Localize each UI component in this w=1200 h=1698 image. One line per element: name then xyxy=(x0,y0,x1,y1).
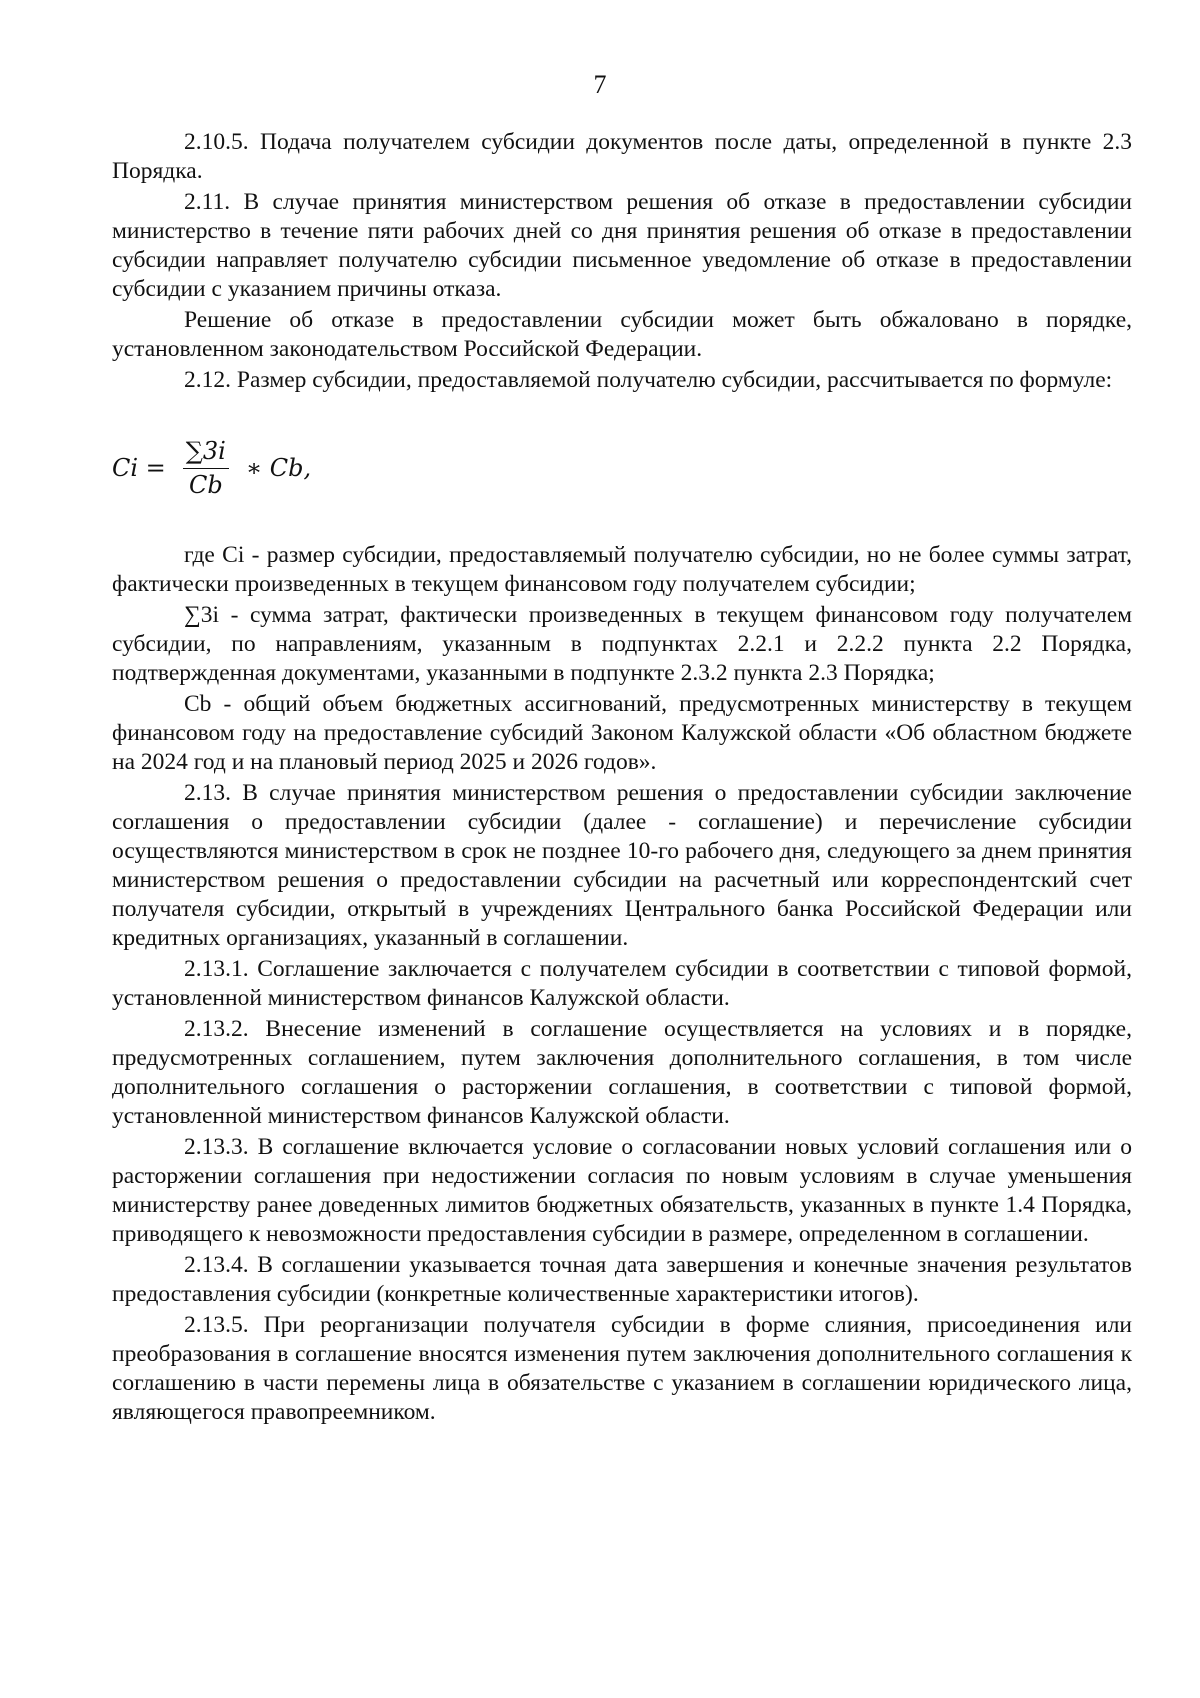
paragraph-2-11: 2.11. В случае принятия министерством решения об отказе в предоставлении субсидии министерство в течение пяти рабочих дней со дня принятия решения об отказе в предоставлении субсидии направляет получателю субсидии письменное уведомление об отказе в предоставлении субсидии с указанием причины отказа. xyxy=(112,189,1132,302)
paragraph-2-13-4: 2.13.4. В соглашении указывается точная дата завершения и конечные значения результатов предоставления субсидии (конкретные количественные характеристики итогов). xyxy=(112,1252,1132,1307)
paragraph-2-13-3: 2.13.3. В соглашение включается условие о согласовании новых условий соглашения или о расторжении соглашения при недостижении согласия по новым условиям в случае уменьшения министерству ранее доведенных лимитов бюджетных обязательств, указанных в пункте 1.4 Порядка, приводящего к невозможности предоставления субсидии в размере, определенном в соглашении. xyxy=(112,1134,1132,1247)
formula-lhs: Ci = xyxy=(112,453,166,482)
paragraph-sum-definition: ∑3i - сумма затрат, фактически произведенных в текущем финансовом году получателем субсидии, по направлениям, указанным в подпунктах 2.2.1 и 2.2.2 пункта 2.2 Порядка, подтвержденная документами, указанными в подпункте 2.3.2 пункта 2.3 Порядка; xyxy=(112,602,1132,686)
paragraph-2-13-1: 2.13.1. Соглашение заключается с получателем субсидии в соответствии с типовой формой, установленной министерством финансов Калужской области. xyxy=(112,956,1132,1011)
document-body xyxy=(112,128,1132,1429)
paragraph-2-13-2: 2.13.2. Внесение изменений в соглашение осуществляется на условиях и в порядке, предусмотренных соглашением, путем заключения дополнительного соглашения, в том числе дополнительного соглашения о расторжении соглашения, в соответствии с типовой формой, установленной министерством финансов Калужской области. xyxy=(112,1016,1132,1129)
paragraph-2-13: 2.13. В случае принятия министерством решения о предоставлении субсидии заключение соглашения о предоставлении субсидии (далее - соглашение) и перечисление субсидии осуществляются министерством в срок не позднее 10-го рабочего дня, следующего за днем принятия министерством решения о предоставлении субсидии на расчетный или корреспондентский счет получателя субсидии, открытый в учреждениях Центрального банка Российской Федерации или кредитных организациях, указанный в соглашении. xyxy=(112,780,1132,951)
formula-rhs: ∗ Cb, xyxy=(245,453,312,482)
formula-numerator: ∑3i xyxy=(185,436,226,465)
page-number: 7 xyxy=(593,70,607,99)
subsidy-formula xyxy=(112,425,1132,511)
paragraph-2-13-5: 2.13.5. При реорганизации получателя субсидии в форме слияния, присоединения или преобразования в соглашение вносятся изменения путем заключения дополнительного соглашения к соглашению в части перемены лица в обязательстве с указанием в соглашении юридического лица, являющегося правопреемником. xyxy=(112,1312,1132,1425)
paragraph-2-12: 2.12. Размер субсидии, предоставляемой получателю субсидии, рассчитывается по формуле: xyxy=(184,367,1113,393)
formula-denominator: Cb xyxy=(183,468,229,500)
paragraph-ci-definition: где Ci - размер субсидии, предоставляемый получателю субсидии, но не более суммы затрат, фактически произведенных в текущем финансовом году получателем субсидии; xyxy=(112,542,1132,597)
paragraph-2-10-5: 2.10.5. Подача получателем субсидии документов после даты, определенной в пункте 2.3 Порядка. xyxy=(112,129,1132,184)
formula-fraction xyxy=(180,437,232,500)
paragraph-cb-definition: Cb - общий объем бюджетных ассигнований, предусмотренных министерству в текущем финансовом году на предоставление субсидий Законом Калужской области «Об областном бюджете на 2024 год и на плановый период 2025 и 2026 годов». xyxy=(112,691,1132,775)
paragraph-appeal: Решение об отказе в предоставлении субсидии может быть обжаловано в порядке, установленном законодательством Российской Федерации. xyxy=(112,307,1132,362)
